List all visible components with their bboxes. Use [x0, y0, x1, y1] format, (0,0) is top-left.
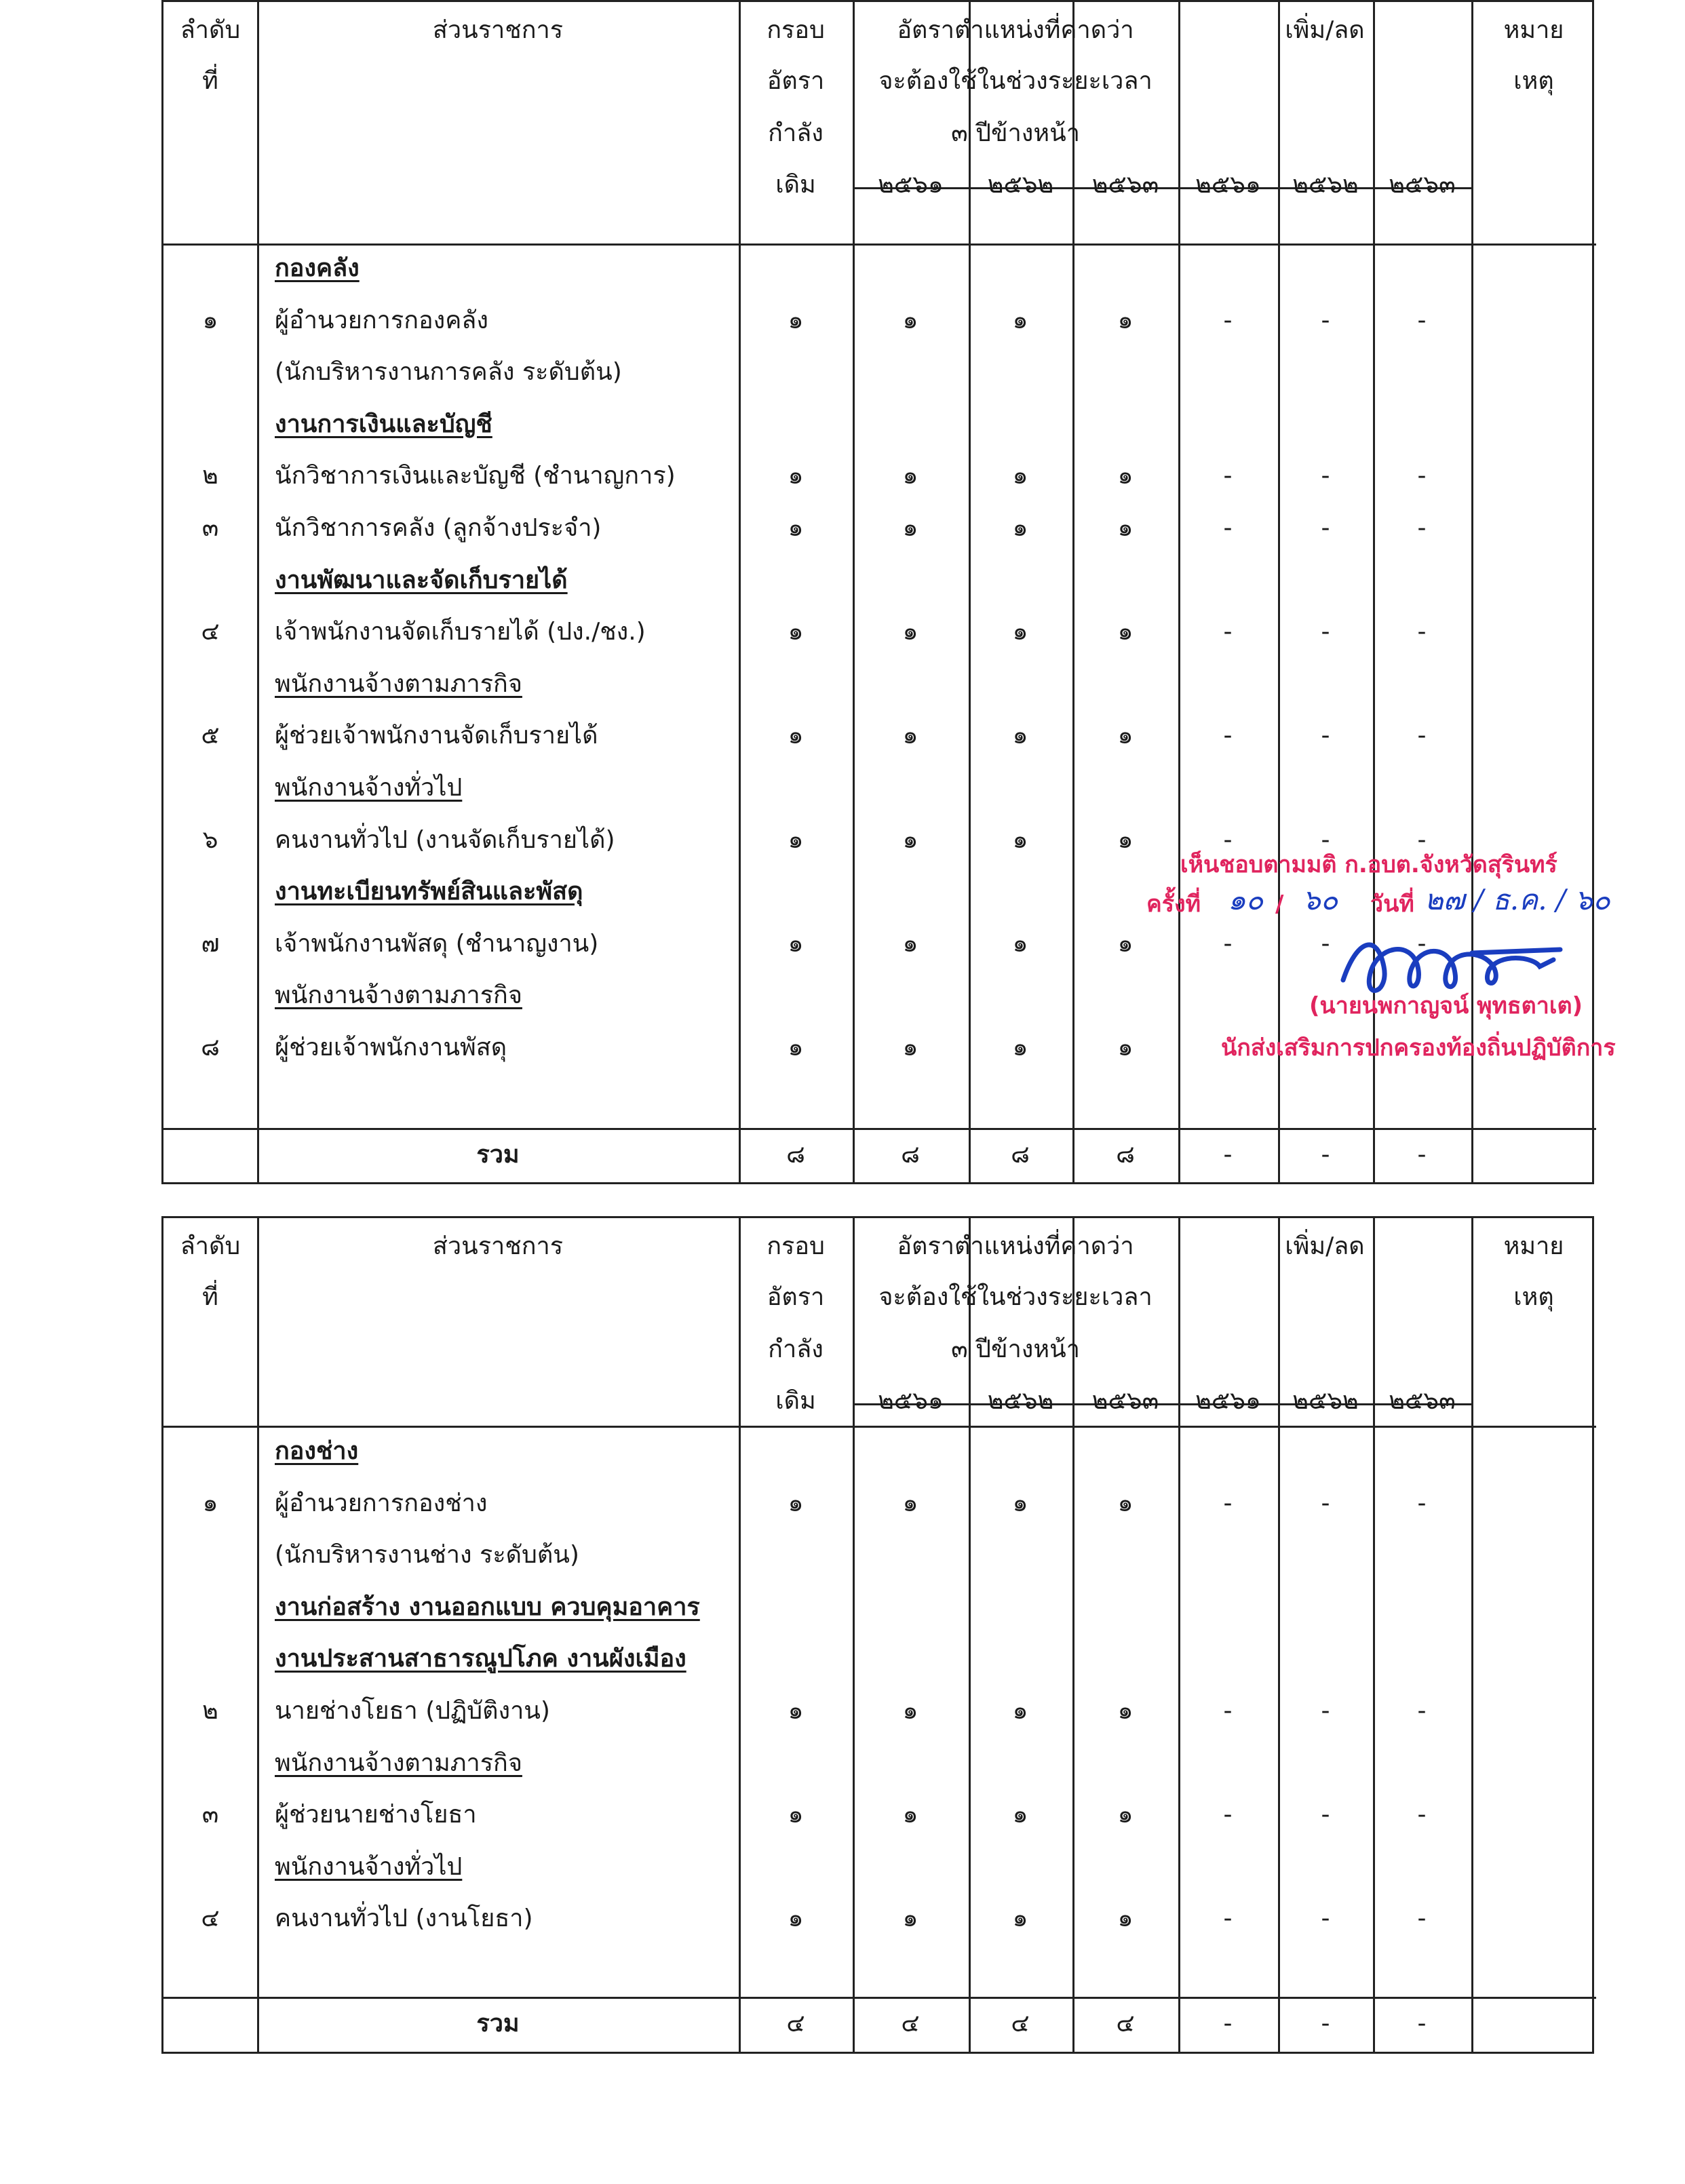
cell-y1: ๑: [902, 1034, 918, 1061]
header-expected-line: อัตราตำแหน่งที่คาดว่า: [897, 1232, 1134, 1260]
header-expected-line: จะต้องใช้ในช่วงระยะเวลา: [878, 67, 1153, 95]
total-cell-y1: ๘: [901, 1141, 920, 1169]
cell-y3: ๑: [1117, 1034, 1134, 1061]
cell-c2: -: [1321, 722, 1330, 750]
cell-frame: ๑: [788, 514, 804, 542]
cell-c3: -: [1417, 722, 1427, 750]
cell-frame: ๑: [788, 1801, 804, 1829]
cell-y1: ๑: [902, 618, 918, 646]
total-cell-c2: -: [1321, 1141, 1330, 1169]
stamp-date-value: ๒๗ / ธ.ค. / ๖๐: [1425, 883, 1610, 916]
header-change: เพิ่ม/ลด: [1285, 1232, 1365, 1260]
cell-y3: ๑: [1117, 825, 1134, 854]
stamp-session-label: ครั้งที่: [1146, 891, 1201, 918]
header-frame-line: อัตรา: [767, 67, 825, 95]
total-cell-c1: -: [1223, 2010, 1233, 2037]
row-heading-text: งานทะเบียนทรัพย์สินและพัสดุ: [275, 878, 583, 906]
total-cell-frame: ๘: [786, 1141, 805, 1169]
column-rule: [257, 1218, 259, 2052]
column-rule: [1178, 1218, 1180, 2052]
row-seq-number: ๔: [201, 618, 220, 646]
cell-c3: -: [1417, 514, 1427, 542]
cell-y3: ๑: [1117, 306, 1134, 334]
cell-c3: -: [1417, 618, 1427, 646]
row-item-text: ผู้อำนวยการกองคลัง: [275, 306, 488, 334]
total-cell-c2: -: [1321, 2010, 1330, 2037]
row-sub-text: พนักงานจ้างตามภารกิจ: [275, 981, 522, 1010]
cell-c1: -: [1223, 462, 1233, 490]
header-frame-line: กรอบ: [767, 16, 825, 44]
cell-frame: ๑: [788, 618, 804, 646]
cell-c2: -: [1321, 1697, 1330, 1725]
header-frame-line: กรอบ: [767, 1232, 825, 1260]
total-cell-c3: -: [1417, 2010, 1427, 2037]
total-label: รวม: [476, 2010, 520, 2037]
header-seq-line: ลำดับ: [180, 16, 241, 44]
cell-c1: -: [1223, 514, 1233, 542]
cell-y1: ๑: [902, 1905, 918, 1933]
header-year: ๒๕๖๓: [1389, 171, 1456, 199]
header-year: ๒๕๖๓: [1389, 1387, 1456, 1415]
row-item-text: คนงานทั่วไป (งานจัดเก็บรายได้): [275, 825, 615, 854]
cell-y2: ๑: [1012, 1697, 1028, 1725]
cell-c2: -: [1321, 514, 1330, 542]
header-unit: ส่วนราชการ: [432, 16, 564, 44]
header-frame-line: กำลัง: [768, 119, 824, 147]
row-seq-number: ๘: [201, 1034, 220, 1061]
cell-frame: ๑: [788, 1697, 804, 1725]
cell-c1: -: [1223, 929, 1233, 958]
cell-y3: ๑: [1117, 514, 1134, 542]
cell-c1: -: [1223, 618, 1233, 646]
cell-y2: ๑: [1012, 1034, 1028, 1061]
cell-y3: ๑: [1117, 1489, 1134, 1517]
row-heading-text: กองคลัง: [275, 254, 360, 282]
header-unit: ส่วนราชการ: [432, 1232, 564, 1260]
cell-c1: -: [1223, 306, 1233, 334]
cell-y3: ๑: [1117, 618, 1134, 646]
cell-frame: ๑: [788, 929, 804, 958]
header-year: ๒๕๖๒: [987, 1387, 1054, 1415]
cell-c2: -: [1321, 1905, 1330, 1933]
column-rule: [1373, 1218, 1375, 2052]
row-rule: [163, 1426, 1596, 1428]
total-cell-y1: ๔: [901, 2010, 920, 2037]
cell-frame: ๑: [788, 1905, 804, 1933]
row-note-text: (นักบริหารงานช่าง ระดับต้น): [275, 1541, 579, 1569]
cell-y1: ๑: [902, 1801, 918, 1829]
cell-frame: ๑: [788, 722, 804, 750]
cell-frame: ๑: [788, 462, 804, 490]
row-heading-text: งานก่อสร้าง งานออกแบบ ควบคุมอาคาร: [275, 1593, 700, 1621]
cell-c1: -: [1223, 1697, 1233, 1725]
cell-c1: -: [1223, 825, 1233, 854]
cell-y3: ๑: [1117, 462, 1134, 490]
stamp-signer-position: นักส่งเสริมการปกครองท้องถิ่นปฏิบัติการ: [1221, 1034, 1616, 1061]
cell-c1: -: [1223, 1489, 1233, 1517]
row-seq-number: ๒: [202, 1697, 218, 1725]
cell-c1: -: [1223, 1801, 1233, 1829]
cell-y2: ๑: [1012, 514, 1028, 542]
cell-y1: ๑: [902, 1697, 918, 1725]
cell-c3: -: [1417, 1801, 1427, 1829]
column-rule: [1278, 1218, 1280, 2052]
header-year: ๒๕๖๒: [987, 171, 1054, 199]
cell-y1: ๑: [902, 1489, 918, 1517]
cell-c2: -: [1321, 929, 1330, 958]
total-cell-y2: ๔: [1011, 2010, 1030, 2037]
cell-c3: -: [1417, 929, 1427, 958]
row-heading-text: งานประสานสาธารณูปโภค งานผังเมือง: [275, 1645, 686, 1673]
row-seq-number: ๑: [202, 1489, 218, 1517]
header-year: ๒๕๖๑: [1195, 1387, 1261, 1415]
row-sub-text: พนักงานจ้างทั่วไป: [275, 1852, 463, 1881]
row-item-text: ผู้อำนวยการกองช่าง: [275, 1489, 488, 1517]
cell-y1: ๑: [902, 306, 918, 334]
cell-c2: -: [1321, 1801, 1330, 1829]
row-item-text: ผู้ช่วยเจ้าพนักงานจัดเก็บรายได้: [275, 722, 598, 750]
cell-c3: -: [1417, 1697, 1427, 1725]
cell-c3: -: [1417, 1905, 1427, 1933]
total-cell-c3: -: [1417, 1141, 1427, 1169]
header-year: ๒๕๖๑: [878, 1387, 944, 1415]
total-cell-y3: ๔: [1116, 2010, 1135, 2037]
staffing-table-engineering: [161, 1216, 1594, 2054]
cell-frame: ๑: [788, 825, 804, 854]
row-item-text: คนงานทั่วไป (งานโยธา): [275, 1905, 533, 1933]
row-heading-text: งานการเงินและบัญชี: [275, 410, 492, 438]
cell-c3: -: [1417, 462, 1427, 490]
header-year: ๒๕๖๓: [1091, 1387, 1159, 1415]
row-note-text: (นักบริหารงานการคลัง ระดับต้น): [275, 358, 622, 387]
stamp-signer-name: (นายนพกาญจน์ พุทธตาเต): [1309, 992, 1583, 1019]
header-year: ๒๕๖๓: [1091, 171, 1159, 199]
cell-y2: ๑: [1012, 1905, 1028, 1933]
row-item-text: นักวิชาการเงินและบัญชี (ชำนาญการ): [275, 462, 676, 490]
header-remark-line: เหตุ: [1513, 67, 1554, 95]
stamp-session-number: ๑๐: [1228, 883, 1264, 916]
row-item-text: นายช่างโยธา (ปฏิบัติงาน): [275, 1697, 550, 1725]
cell-y1: ๑: [902, 462, 918, 490]
row-item-text: เจ้าพนักงานพัสดุ (ชำนาญงาน): [275, 929, 599, 958]
row-heading-text: กองช่าง: [275, 1437, 359, 1465]
cell-y2: ๑: [1012, 825, 1028, 854]
row-item-text: นักวิชาการคลัง (ลูกจ้างประจำ): [275, 514, 602, 542]
cell-c3: -: [1417, 1489, 1427, 1517]
cell-y2: ๑: [1012, 1801, 1028, 1829]
header-expected-line: ๓ ปีข้างหน้า: [951, 1335, 1080, 1363]
cell-y3: ๑: [1117, 722, 1134, 750]
cell-y3: ๑: [1117, 1905, 1134, 1933]
total-cell-c1: -: [1223, 1141, 1233, 1169]
cell-y2: ๑: [1012, 462, 1028, 490]
row-seq-number: ๖: [202, 825, 218, 854]
stamp-session-year: ๖๐: [1302, 883, 1338, 916]
header-year: ๒๕๖๑: [878, 171, 944, 199]
header-change: เพิ่ม/ลด: [1285, 16, 1365, 44]
total-cell-y3: ๘: [1116, 1141, 1135, 1169]
row-seq-number: ๓: [201, 1801, 219, 1829]
cell-c1: -: [1223, 722, 1233, 750]
cell-frame: ๑: [788, 1034, 804, 1061]
row-rule: [163, 1128, 1596, 1130]
column-rule: [1471, 1218, 1473, 2052]
row-item-text: ผู้ช่วยเจ้าพนักงานพัสดุ: [275, 1034, 507, 1061]
header-expected-line: จะต้องใช้ในช่วงระยะเวลา: [878, 1283, 1153, 1311]
row-heading-text: งานพัฒนาและจัดเก็บรายได้: [275, 566, 568, 594]
header-year: ๒๕๖๒: [1292, 171, 1359, 199]
header-remark-line: เหตุ: [1513, 1283, 1554, 1311]
cell-c2: -: [1321, 462, 1330, 490]
header-seq-line: ที่: [202, 67, 218, 95]
cell-y2: ๑: [1012, 929, 1028, 958]
row-seq-number: ๑: [202, 306, 218, 334]
header-year: ๒๕๖๒: [1292, 1387, 1359, 1415]
cell-y1: ๑: [902, 722, 918, 750]
stamp-date-label: วันที่: [1370, 891, 1414, 918]
row-seq-number: ๒: [202, 462, 218, 490]
cell-c1: -: [1223, 1905, 1233, 1933]
row-item-text: ผู้ช่วยนายช่างโยธา: [275, 1801, 477, 1829]
row-sub-text: พนักงานจ้างตามภารกิจ: [275, 669, 522, 698]
total-cell-y2: ๘: [1011, 1141, 1030, 1169]
header-seq-line: ที่: [202, 1283, 218, 1311]
cell-c2: -: [1321, 1489, 1330, 1517]
row-sub-text: พนักงานจ้างตามภารกิจ: [275, 1749, 522, 1777]
cell-y1: ๑: [902, 514, 918, 542]
cell-y2: ๑: [1012, 722, 1028, 750]
cell-y1: ๑: [902, 825, 918, 854]
cell-y2: ๑: [1012, 1489, 1028, 1517]
cell-y2: ๑: [1012, 618, 1028, 646]
approval-stamp: [1146, 851, 1685, 1075]
header-expected-line: อัตราตำแหน่งที่คาดว่า: [897, 16, 1134, 44]
row-item-text: เจ้าพนักงานจัดเก็บรายได้ (ปง./ชง.): [275, 618, 646, 646]
header-frame-line: เดิม: [775, 171, 816, 199]
row-rule: [163, 243, 1596, 246]
row-sub-text: พนักงานจ้างทั่วไป: [275, 774, 463, 802]
cell-y3: ๑: [1117, 1801, 1134, 1829]
header-frame-line: อัตรา: [767, 1283, 825, 1311]
cell-c2: -: [1321, 825, 1330, 854]
cell-c2: -: [1321, 618, 1330, 646]
header-frame-line: เดิม: [775, 1387, 816, 1415]
row-rule: [163, 1997, 1596, 1999]
total-label: รวม: [476, 1141, 520, 1169]
header-remark-line: หมาย: [1503, 1232, 1564, 1260]
row-seq-number: ๓: [201, 514, 219, 542]
header-expected-line: ๓ ปีข้างหน้า: [951, 119, 1080, 147]
cell-frame: ๑: [788, 1489, 804, 1517]
header-seq-line: ลำดับ: [180, 1232, 241, 1260]
cell-frame: ๑: [788, 306, 804, 334]
total-cell-frame: ๔: [786, 2010, 805, 2037]
cell-c3: -: [1417, 306, 1427, 334]
header-remark-line: หมาย: [1503, 16, 1564, 44]
stamp-approval-line: เห็นชอบตามมติ ก.อบต.จังหวัดสุรินทร์: [1180, 851, 1557, 878]
row-seq-number: ๗: [201, 929, 220, 958]
header-frame-line: กำลัง: [768, 1335, 824, 1363]
cell-y1: ๑: [902, 929, 918, 958]
row-seq-number: ๔: [201, 1905, 220, 1933]
row-seq-number: ๕: [201, 722, 220, 750]
stamp-session-separator: /: [1275, 891, 1284, 918]
column-rule: [257, 2, 259, 1182]
cell-c3: -: [1417, 825, 1427, 854]
cell-y3: ๑: [1117, 1697, 1134, 1725]
cell-y2: ๑: [1012, 306, 1028, 334]
cell-y3: ๑: [1117, 929, 1134, 958]
cell-c2: -: [1321, 306, 1330, 334]
header-year: ๒๕๖๑: [1195, 171, 1261, 199]
